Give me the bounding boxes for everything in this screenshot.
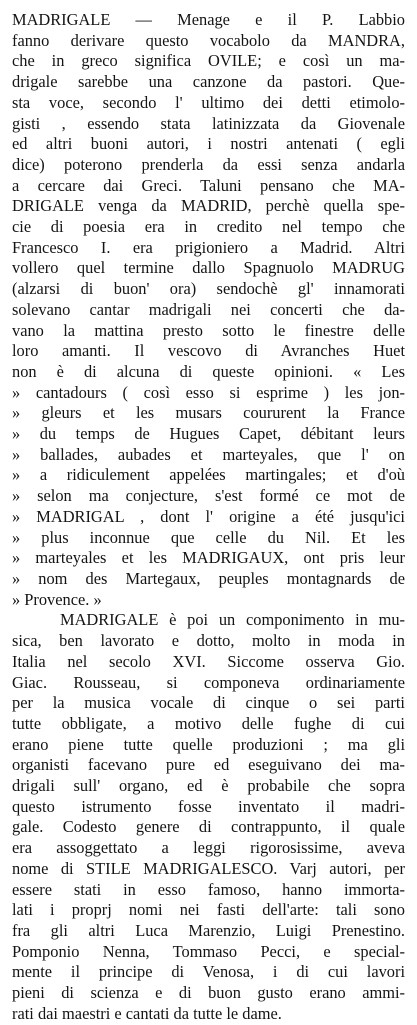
quote-line: » plus inconnue que celle du Nil. Et les	[12, 527, 405, 547]
text-line: loro amanti. Il vescovo di Avranches Huet	[12, 341, 405, 361]
text-line: era assoggettato a leggi rigorosissime, aveva	[12, 838, 405, 858]
text-line: essere stati in esso famoso, hanno immorta-	[12, 879, 405, 899]
text-line: (alzarsi di buon' ora) sendochè gl' innamorati	[12, 279, 405, 299]
text-line: MADRIGALE è poi un componimento in mu-	[60, 610, 405, 630]
text-line: tutte obbligate, a motivo delle fughe di cui	[12, 713, 405, 733]
quote-line: » marteyales et les MADRIGAUX, ont pris leur	[12, 548, 405, 568]
text-line: per la musica vocale di cinque o sei parti	[12, 693, 405, 713]
text-line: sica, ben lavorato e dotto, molto in moda in	[12, 631, 405, 651]
text-line: non è di alcuna di queste opinioni. « Les	[12, 361, 405, 381]
text-line: dice) poterono prenderla da essi senza andarla	[12, 154, 405, 174]
text-line: pieni di scienza e di buon gusto erano ammi-	[12, 983, 405, 1003]
paragraph-etymology	[12, 10, 405, 610]
text-line: cie di poesia era in credito nel tempo che	[12, 217, 405, 237]
text-line: vollero quel termine dallo Spagnuolo MADRUG	[12, 258, 405, 278]
text-line: ed altri buoni autori, i nostri antenati ( egli	[12, 134, 405, 154]
text-line: sta voce, secondo l' ultimo dei detti etimolo-	[12, 92, 405, 112]
quote-line: » a ridiculement appelées martingales; et d'où	[12, 465, 405, 485]
text-line: vano la mattina presto sotto le finestre delle	[12, 320, 405, 340]
text-line: DRIGALE venga da MADRID, perchè quella spe-	[12, 196, 405, 216]
quote-line: » nom des Martegaux, peuples montagnards de	[12, 568, 405, 588]
paragraph-musical-form	[12, 610, 405, 1024]
text-line: fanno derivare questo vocabolo da MANDRA,	[12, 30, 405, 50]
text-line: gisti , essendo stata latinizzata da Giovenale	[12, 113, 405, 133]
text-line: fra gli altri Luca Marenzio, Luigi Prenestino.	[12, 920, 405, 940]
text-line: a cercare dai Greci. Taluni pensano che MA-	[12, 175, 405, 195]
text-line: nome di STILE MADRIGALESCO. Varj autori, per	[12, 858, 405, 878]
text-line: erano piene tutte quelle produzioni ; ma gli	[12, 734, 405, 754]
quote-line: » gleurs et les musars coururent la France	[12, 403, 405, 423]
text-line: che in greco significa OVILE; e così un ma-	[12, 51, 405, 71]
quote-line: » Provence. »	[12, 589, 102, 609]
text-line: Francesco I. era prigioniero a Madrid. Altri	[12, 237, 405, 257]
quote-line: » MADRIGAL , dont l' origine a été jusqu'ici	[12, 506, 405, 526]
text-line: Pomponio Nenna, Tommaso Pecci, e special-	[12, 941, 405, 961]
text-line: organisti facevano pure ed eseguivano dei ma-	[12, 755, 405, 775]
text-line: questo istrumento fosse inventato il madri-	[12, 796, 405, 816]
text-line: drigale sarebbe una canzone da pastori. Que-	[12, 72, 405, 92]
text-line: rati dai maestri e cantati da tutte le dame.	[12, 1003, 282, 1023]
quote-line: » selon ma conjecture, s'est formé ce mot de	[12, 486, 405, 506]
quote-line: » ballades, aubades et marteyales, que l' on	[12, 444, 405, 464]
text-line: drigali sull' organo, ed è probabile che sopra	[12, 776, 405, 796]
quote-line: » du temps de Hugues Capet, débitant leurs	[12, 424, 405, 444]
text-line: Giac. Rousseau, si componeva ordinariamente	[12, 672, 405, 692]
text-line: Italia nel secolo XVI. Siccome osserva Gio.	[12, 651, 405, 671]
quote-line: » cantadours ( così esso si esprime ) les jon-	[12, 382, 405, 402]
text-line: MADRIGALE — Menage e il P. Labbio	[12, 10, 405, 29]
text-line: lati i proprj nomi nei fasti dell'arte: tali sono	[12, 900, 405, 920]
text-line: mente il principe di Venosa, i di cui lavori	[12, 962, 405, 982]
text-line: gale. Codesto genere di contrappunto, il quale	[12, 817, 405, 837]
text-line: solevano cantar madrigali nei concerti che da-	[12, 299, 405, 319]
